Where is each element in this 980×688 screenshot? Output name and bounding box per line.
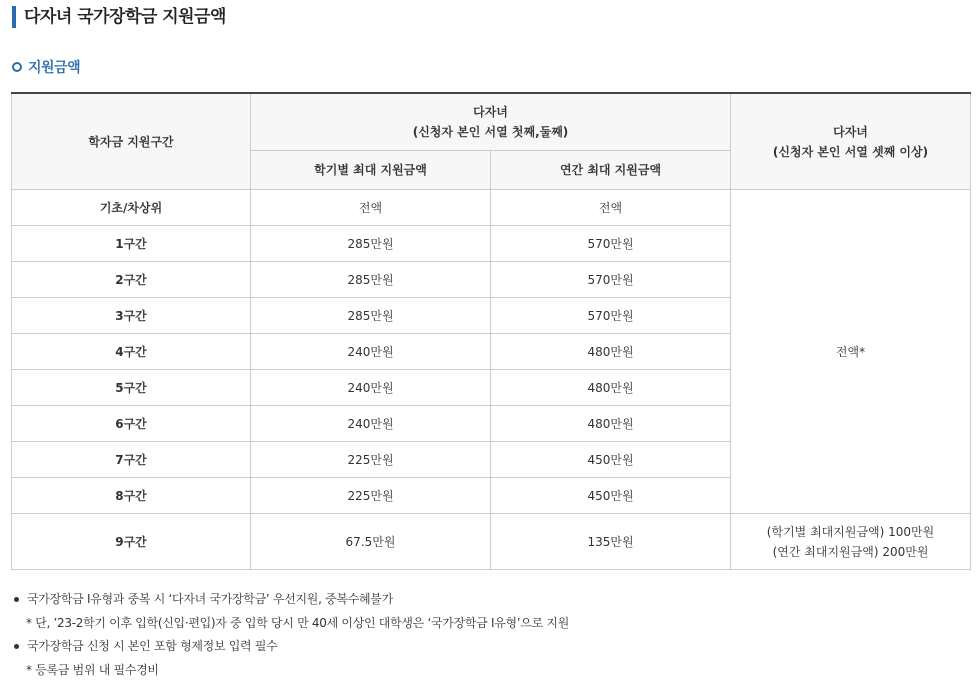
note-subitem <box>14 612 964 636</box>
band-cell: 5구간 <box>12 370 251 406</box>
band-cell: 4구간 <box>12 334 251 370</box>
bullet-icon <box>14 597 19 602</box>
semester-amount-cell: 225만원 <box>251 478 491 514</box>
third-child-annual-max: (연간 최대지원금액) 200만원 <box>772 544 929 559</box>
section-title: 지원금액 <box>28 60 81 76</box>
bullet-icon <box>14 644 19 649</box>
band-cell: 6구간 <box>12 406 251 442</box>
semester-amount-cell: 285만원 <box>251 262 491 298</box>
band-cell: 8구간 <box>12 478 251 514</box>
annual-amount-cell: 480만원 <box>491 334 731 370</box>
header-annual-max: 연간 최대 지원금액 <box>491 151 731 190</box>
header-third-child <box>731 93 971 190</box>
semester-amount-cell: 전액 <box>251 190 491 226</box>
semester-amount-cell: 240만원 <box>251 370 491 406</box>
circle-bullet-icon <box>12 62 22 72</box>
note-text: * 단, ’23-2학기 이후 입학(신입·편입)자 중 입학 당시 만 40세 이상인 대학생은 ‘국가장학금 I유형’으로 지원 <box>26 615 569 630</box>
third-child-full-amount-cell: 전액* <box>731 190 971 514</box>
band-cell: 9구간 <box>12 514 251 570</box>
annual-amount-cell: 450만원 <box>491 442 731 478</box>
third-child-semester-max: (학기별 최대지원금액) 100만원 <box>766 524 935 539</box>
band-cell: 7구간 <box>12 442 251 478</box>
table-row <box>12 514 971 570</box>
table-row <box>12 190 971 226</box>
band-cell: 2구간 <box>12 262 251 298</box>
header-semester-max: 학기별 최대 지원금액 <box>251 151 491 190</box>
annual-amount-cell: 570만원 <box>491 298 731 334</box>
notes-list <box>14 588 964 682</box>
annual-amount-cell: 570만원 <box>491 262 731 298</box>
header-support-band: 학자금 지원구간 <box>12 93 251 190</box>
semester-amount-cell: 285만원 <box>251 298 491 334</box>
annual-amount-cell: 480만원 <box>491 406 731 442</box>
support-amount-table <box>11 92 971 570</box>
annual-amount-cell: 135만원 <box>491 514 731 570</box>
semester-amount-cell: 67.5만원 <box>251 514 491 570</box>
note-text: 국가장학금 I유형과 중복 시 ‘다자녀 국가장학금’ 우선지원, 중복수혜불가 <box>27 592 393 606</box>
annual-amount-cell: 450만원 <box>491 478 731 514</box>
page-title: 다자녀 국가장학금 지원금액 <box>12 6 226 28</box>
note-text: * 등록금 범위 내 필수경비 <box>26 662 159 677</box>
note-item <box>14 588 964 612</box>
semester-amount-cell: 225만원 <box>251 442 491 478</box>
semester-amount-cell: 240만원 <box>251 406 491 442</box>
header-group1-subtitle: (신청자 본인 서열 첫째,둘째) <box>412 125 569 139</box>
band-cell: 3구간 <box>12 298 251 334</box>
annual-amount-cell: 전액 <box>491 190 731 226</box>
semester-amount-cell: 240만원 <box>251 334 491 370</box>
header-group2-title: 다자녀 <box>833 124 868 139</box>
note-item <box>14 635 964 659</box>
third-child-band9-cell <box>731 514 971 570</box>
annual-amount-cell: 570만원 <box>491 226 731 262</box>
annual-amount-cell: 480만원 <box>491 370 731 406</box>
semester-amount-cell: 285만원 <box>251 226 491 262</box>
header-first-second-child <box>251 93 731 151</box>
note-text: 국가장학금 신청 시 본인 포함 형제정보 입력 필수 <box>27 639 278 653</box>
section-heading <box>12 58 80 76</box>
note-subitem <box>14 659 964 683</box>
header-group2-subtitle: (신청자 본인 서열 셋째 이상) <box>772 144 929 159</box>
header-group1-title: 다자녀 <box>473 105 508 119</box>
band-cell: 1구간 <box>12 226 251 262</box>
band-cell: 기초/차상위 <box>12 190 251 226</box>
